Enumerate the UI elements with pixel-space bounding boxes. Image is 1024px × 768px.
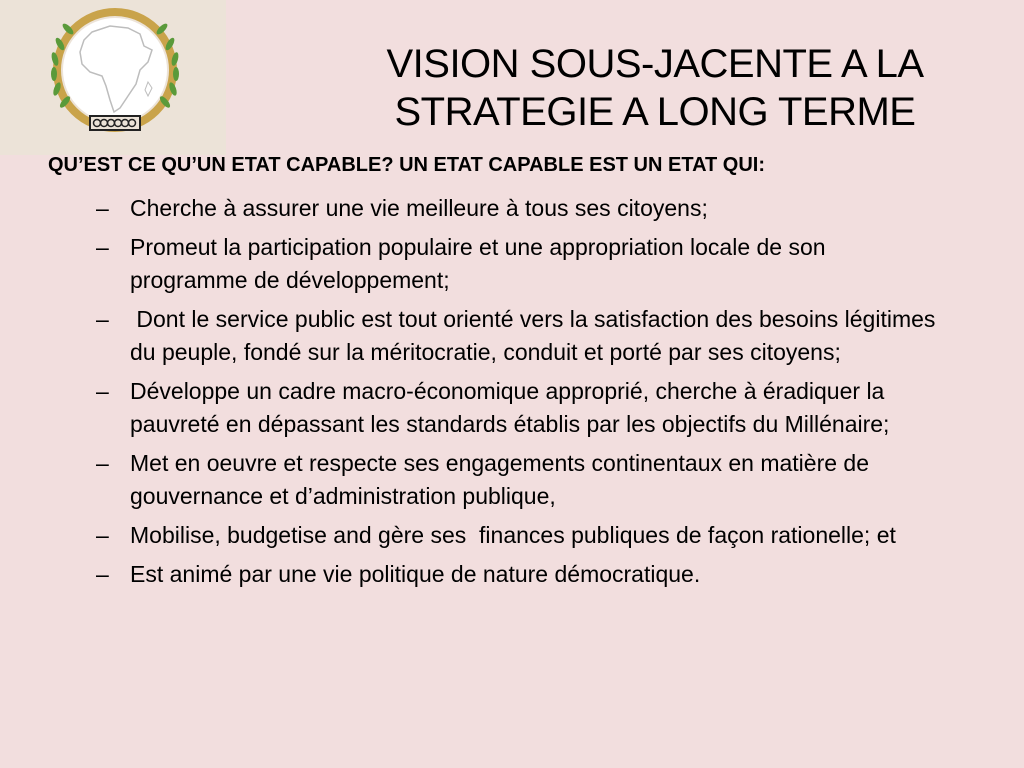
bullet-item <box>48 231 948 297</box>
bullet-item <box>48 519 948 552</box>
bullet-dash: – <box>96 234 109 260</box>
bullet-item <box>48 447 948 513</box>
bullet-text: Met en oeuvre et respecte ses engagements continentaux en matière de gouvernance et d’administration publique, <box>130 450 870 509</box>
bullet-text: Mobilise, budgetise and gère ses finances publiques de façon rationelle; et <box>130 522 896 548</box>
logo-panel <box>0 0 226 155</box>
slide-body <box>48 150 948 597</box>
bullet-text: Dont le service public est tout orienté vers la satisfaction des besoins légitimes du peuple, fondé sur la méritocratie, conduit et porté par ses citoyens; <box>130 306 942 365</box>
bullet-text: Promeut la participation populaire et une appropriation locale de son programme de développement; <box>130 234 826 293</box>
lead-question: QU’EST CE QU’UN ETAT CAPABLE? UN ETAT CAPABLE EST UN ETAT QUI: <box>48 154 766 176</box>
bullet-item <box>48 375 948 441</box>
bullet-dash: – <box>96 522 109 548</box>
bullet-list <box>48 192 948 591</box>
bullet-dash: – <box>96 450 109 476</box>
slide-title-line-2: STRATEGIE A LONG TERME <box>394 90 916 134</box>
bullet-item <box>48 558 948 591</box>
slide-title <box>330 40 980 136</box>
bullet-dash: – <box>96 561 109 587</box>
bullet-dash: – <box>96 195 109 221</box>
bullet-text: Cherche à assurer une vie meilleure à tous ses citoyens; <box>130 195 708 221</box>
african-union-emblem-icon <box>40 4 190 144</box>
slide-title-line-1: VISION SOUS-JACENTE A LA <box>386 42 924 86</box>
bullet-item <box>48 303 948 369</box>
bullet-dash: – <box>96 378 109 404</box>
bullet-text: Développe un cadre macro-économique approprié, cherche à éradiquer la pauvreté en dépassant les standards établis par les objectifs du Millénaire; <box>130 378 890 437</box>
bullet-text: Est animé par une vie politique de nature démocratique. <box>130 561 701 587</box>
bullet-item <box>48 192 948 225</box>
bullet-dash: – <box>96 306 109 332</box>
